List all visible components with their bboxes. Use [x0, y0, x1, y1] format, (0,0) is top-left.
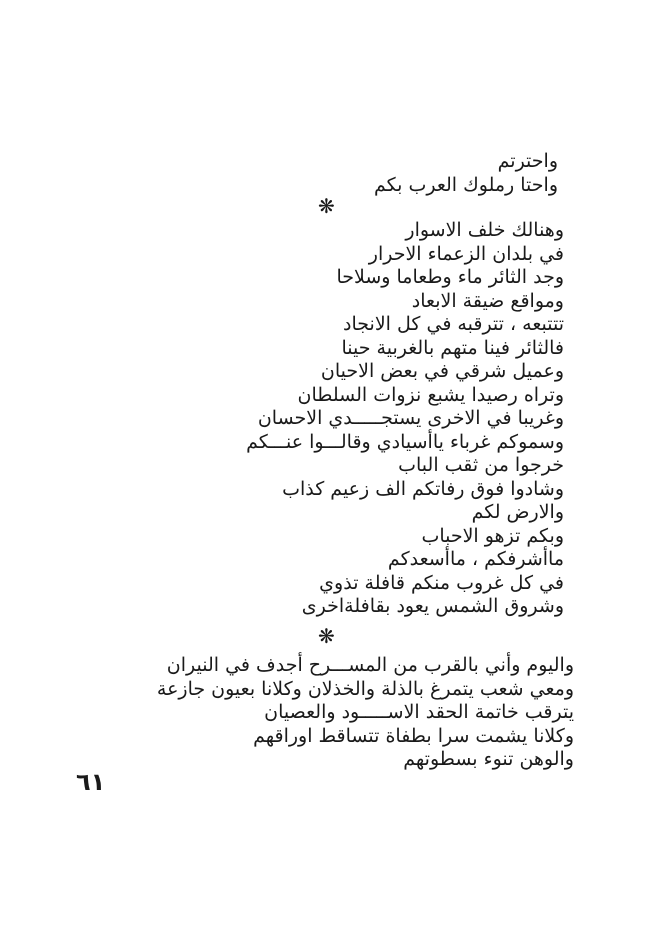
poem-line: واحترتم: [497, 150, 558, 172]
poem-line: ماأشرفكم ، ماأسعدكم: [387, 548, 564, 570]
separator-asterisk-1: ❋: [318, 194, 335, 218]
poem-line: والارض لكم: [471, 501, 564, 523]
poem-line: والوهن تنوء بسطوتهم: [403, 748, 574, 770]
poem-line: تتتبعه ، تترقبه في كل الانجاد: [343, 313, 564, 335]
poem-line: وشادوا فوق رفاتكم الف زعيم كذاب: [282, 477, 564, 500]
poem-line: ومعي شعب يتمرغ بالذلة والخذلان وكلانا بعيون جازعة: [156, 677, 574, 700]
poem-line: في بلدان الزعماء الاحرار: [368, 242, 564, 265]
poem-line: وغريبا في الاخرى يستجـــــدي الاحسان: [257, 407, 564, 429]
poem-line: وجد الثائر ماء وطعاما وسلاحا: [336, 266, 564, 288]
poem-line: خرجوا من ثقب الباب: [398, 454, 564, 476]
poem-line: وشروق الشمس يعود بقافلةاخرى: [301, 595, 564, 617]
poem-line: في كل غروب منكم قافلة تذوي: [319, 571, 564, 594]
poem-line: واحتا رملوك العرب بكم: [374, 173, 558, 196]
stanza-closing: [157, 654, 574, 772]
poem-line: وكلانا يشمت سرا بطفاة تتساقط اوراقهم: [253, 724, 574, 747]
poem-line: فالثائر فينا متهم بالغربية حينا: [341, 336, 564, 359]
poem-line: وعميل شرقي في بعض الاحيان: [320, 360, 564, 382]
stanza-opening: [374, 150, 558, 197]
separator-asterisk-2: ❋: [318, 624, 335, 648]
poem-line: ومواقع ضيقة الابعاد: [411, 289, 564, 312]
stanza-middle: [246, 219, 564, 619]
poem-line: يترقب خاتمة الحقد الاســـــود والعصيان: [264, 701, 574, 723]
page-number: ٦١: [76, 768, 106, 796]
poem-line: وسموكم غرباء ياأسيادي وقالـــوا عنـــكم: [246, 430, 564, 453]
poem-line: وبكم تزهو الاحباب: [421, 524, 564, 547]
poem-line: واليوم وأني بالقرب من المســـرح أجدف في النيران: [166, 654, 574, 676]
poem-line: وتراه رصيدا يشبع نزوات السلطان: [297, 383, 564, 406]
poem-line: وهنالك خلف الاسوار: [405, 219, 564, 241]
